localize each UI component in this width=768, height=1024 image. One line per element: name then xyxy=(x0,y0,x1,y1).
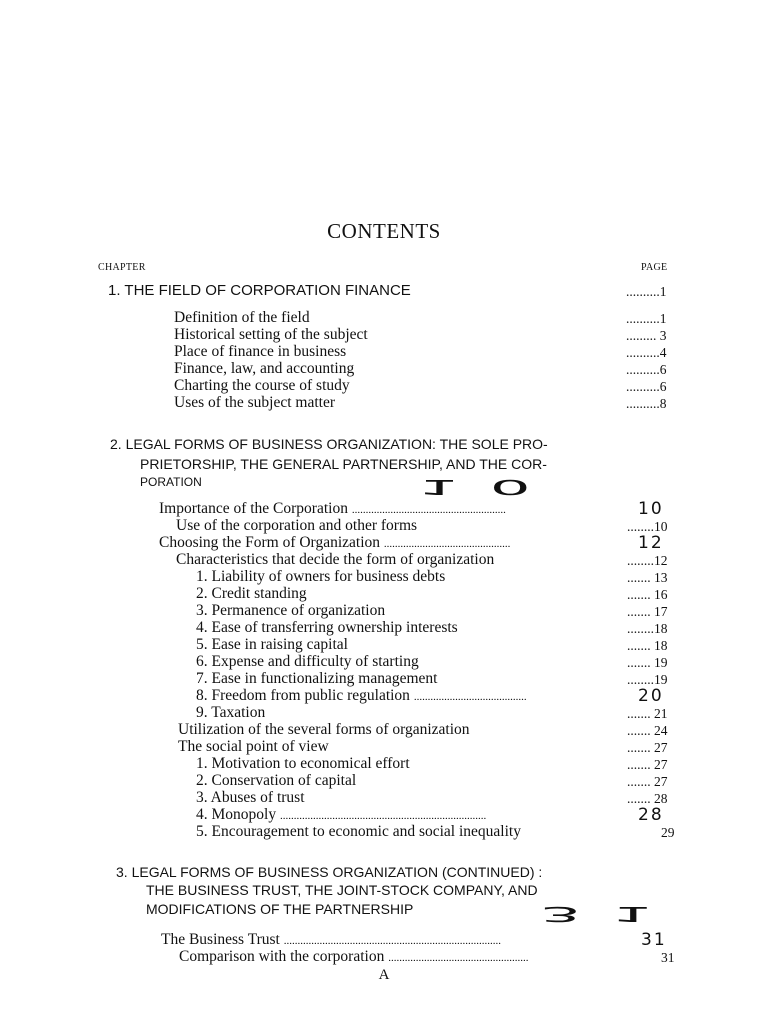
toc-entry: Utilization of the several forms of organization xyxy=(178,721,470,738)
page-title: CONTENTS xyxy=(327,219,441,243)
toc-entry-page: ....... 13 xyxy=(627,570,668,585)
toc-entry-page: ......... 3 xyxy=(626,328,667,343)
chapter-heading: MODIFICATIONS OF THE PARTNERSHIP xyxy=(146,901,414,917)
toc-entry: 4. Ease of transferring ownership interests xyxy=(196,619,458,636)
toc-entry: 5. Encouragement to economic and social inequality xyxy=(196,823,521,840)
chapter-heading: 3. LEGAL FORMS OF BUSINESS ORGANIZATION (CONTINUED) : xyxy=(116,864,543,880)
toc-entry-page: ..........8 xyxy=(626,396,667,411)
page-number-watermark: 10 xyxy=(418,474,562,500)
toc-entry: Charting the course of study xyxy=(174,377,350,394)
toc-entry-page: ..........6 xyxy=(626,362,667,377)
page-column-label: PAGE xyxy=(641,262,668,273)
toc-entry: Finance, law, and accounting xyxy=(174,360,355,377)
toc-entry-page: 31 xyxy=(641,930,667,950)
toc-entry-page: 10 xyxy=(638,499,664,519)
toc-entry: 3. Permanence of organization xyxy=(196,602,386,619)
toc-entry: 1. Liability of owners for business debts xyxy=(196,568,446,585)
chapter-heading: 1. THE FIELD OF CORPORATION FINANCE xyxy=(108,282,411,299)
toc-entry: The social point of view xyxy=(178,738,329,755)
toc-entry-page: ........12 xyxy=(627,553,668,568)
toc-entry: Characteristics that decide the form of organization xyxy=(176,551,495,568)
toc-entry: 6. Expense and difficulty of starting xyxy=(196,653,419,670)
toc-entry-page: ....... 16 xyxy=(627,587,668,602)
chapter-heading: 2. LEGAL FORMS OF BUSINESS ORGANIZATION: THE SOLE PRO- xyxy=(110,436,548,452)
toc-entry-page: ........10 xyxy=(627,519,668,534)
toc-entry-page: 31 xyxy=(661,950,675,965)
toc-entry: 3. Abuses of trust xyxy=(196,789,305,806)
toc-entry-page: ....... 18 xyxy=(627,638,668,653)
toc-entry: Choosing the Form of Organization .............................................. xyxy=(159,534,511,551)
toc-entry: 8. Freedom from public regulation ......................................... xyxy=(196,687,527,704)
toc-entry-page: 20 xyxy=(638,686,664,706)
toc-entry-page: ..........4 xyxy=(626,345,667,360)
chapter-heading: PORATION xyxy=(140,475,202,489)
toc-entry: 1. Motivation to economical effort xyxy=(196,755,410,772)
toc-entry-page: ....... 27 xyxy=(627,774,668,789)
toc-entry-page: ........19 xyxy=(627,672,668,687)
page-footer-letter: A xyxy=(378,967,390,983)
toc-entry: 2. Credit standing xyxy=(196,585,307,602)
toc-entry-page: 28 xyxy=(638,805,664,825)
chapter-heading: THE BUSINESS TRUST, THE JOINT-STOCK COMPANY, AND xyxy=(146,882,538,898)
toc-entry: Historical setting of the subject xyxy=(174,326,368,343)
page-number-watermark: 31 xyxy=(540,901,684,927)
toc-entry-page: 29 xyxy=(661,825,675,840)
toc-entry-page: ....... 17 xyxy=(627,604,668,619)
toc-entry: 4. Monopoly ........................................................................... xyxy=(196,806,487,823)
toc-entry: 2. Conservation of capital xyxy=(196,772,357,789)
chapter-page: ..........1 xyxy=(626,284,667,299)
toc-entry: The Business Trust ............................................................................... xyxy=(161,931,501,948)
toc-entry: Place of finance in business xyxy=(174,343,347,360)
toc-entry: Importance of the Corporation ........................................................ xyxy=(159,500,506,517)
toc-entry-page: ........18 xyxy=(627,621,668,636)
toc-entry: Definition of the field xyxy=(174,309,310,326)
toc-entry: Comparison with the corporation ................................................... xyxy=(179,948,529,965)
toc-entry: 5. Ease in raising capital xyxy=(196,636,348,653)
toc-entry-page: ....... 27 xyxy=(627,757,668,772)
chapter-column-label: CHAPTER xyxy=(98,262,146,273)
toc-entry-page: ..........1 xyxy=(626,311,667,326)
toc-entry: 7. Ease in functionalizing management xyxy=(196,670,438,687)
toc-entry: Uses of the subject matter xyxy=(174,394,335,411)
toc-entry: Use of the corporation and other forms xyxy=(176,517,418,534)
toc-entry-page: ....... 27 xyxy=(627,740,668,755)
toc-entry: 9. Taxation xyxy=(196,704,266,721)
toc-entry-page: ....... 19 xyxy=(627,655,668,670)
toc-entry-page: ....... 28 xyxy=(627,791,668,806)
toc-entry-page: 12 xyxy=(638,533,664,553)
toc-entry-page: ....... 24 xyxy=(627,723,668,738)
toc-entry-page: ....... 21 xyxy=(627,706,668,721)
toc-entry-page: ..........6 xyxy=(626,379,667,394)
chapter-heading: PRIETORSHIP, THE GENERAL PARTNERSHIP, AND THE COR- xyxy=(140,456,547,472)
